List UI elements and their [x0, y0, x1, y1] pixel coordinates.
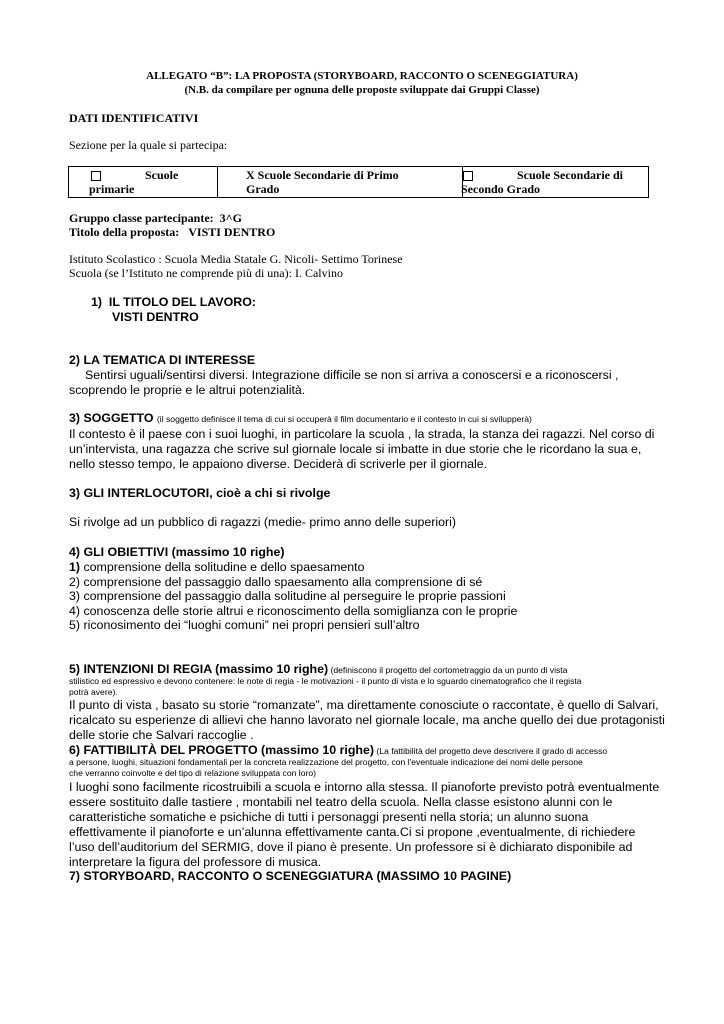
section-3-line: nello stesso tempo, le appaiono diverse. Deciderà di scriverle per il giornale.: [69, 457, 488, 471]
section-7-heading: 7) STORYBOARD, RACCONTO O SCENEGGIATURA (MASSIMO 10 PAGINE): [69, 869, 512, 883]
section-1-value: VISTI DENTRO: [112, 310, 199, 324]
section-6-line: l’uso dell’auditorium del SERMIG, dove il piano è presente. Un professore si è dichiarato disponibile ad: [69, 840, 633, 854]
section-5-line: ricalcato su esperienze di allievi che hanno lavorato nel giornale locale, ma anche quello dei due protagonisti: [69, 713, 665, 727]
section-6-line: I luoghi sono facilmente ricostruibili a scuola e intorno alla stessa. Il pianoforte previsto potrà eventualmente: [69, 780, 660, 794]
list-item: 4) conoscenza delle storie altrui e riconoscimento della somiglianza con le proprie: [69, 603, 518, 618]
titolo-proposta: Titolo della proposta: VISTI DENTRO: [69, 225, 276, 239]
section-interlocutori-heading: 3) GLI INTERLOCUTORI, cioè a chi si rivolge: [69, 486, 331, 500]
sezione-table: [68, 166, 649, 198]
section-6-line: effettivamente il pianoforte e un’alunna effettivamente canta.Ci si propone ,eventualmente, di richiedere: [69, 825, 636, 839]
section-5-note: potrà avere).: [69, 687, 118, 697]
sezione-option-secondo-grado: Scuole Secondarie di Secondo Grado: [463, 167, 649, 198]
sezione-label: Sezione per la quale si partecipa:: [69, 138, 228, 152]
document-subtitle: (N.B. da compilare per ognuna delle proposte sviluppate dai Gruppi Classe): [184, 84, 540, 96]
section-5-line: delle storie che Salvari raccoglie .: [69, 728, 254, 742]
section-3-note: (il soggetto definisce il tema di cui si occuperà il film documentario e il contesto in cui si svilupperà): [156, 414, 532, 424]
list-item: 5) riconosimento dei “luoghi comuni” nei propri pensieri sull’altro: [69, 618, 420, 632]
document-title: ALLEGATO “B”: LA PROPOSTA (STORYBOARD, RACCONTO O SCENEGGIATURA): [146, 70, 578, 82]
scuola: Scuola (se l’Istituto ne comprende più di una): I. Calvino: [69, 266, 343, 280]
section-2-line: scoprendo le proprie e le altrui potenzialità.: [69, 383, 306, 397]
section-2-heading: 2) LA TEMATICA DI INTERESSE: [69, 353, 256, 367]
list-item: 2) comprensione del passaggio dallo spaesamento alla comprensione di sé: [69, 574, 483, 589]
section-5-note: (definiscono il progetto del cortometraggio da un punto di vista: [328, 665, 568, 675]
section-6-line: essere sostituito dalle tastiere , montabili nel teatro della scuola. Nella classe esistono alunni con le: [69, 795, 613, 809]
sezione-option-primarie: Scuole primarie: [69, 167, 218, 198]
checkbox-icon: [463, 171, 473, 181]
section-2-line: Sentirsi uguali/sentirsi diversi. Integrazione difficile se non si arriva a conoscersi e a riconoscersi ,: [85, 368, 619, 382]
section-3-line: un’intervista, una ragazza che scrive sul giornale locale si imbatte in due storie che le ricordano la sua e,: [69, 442, 642, 456]
section-3-line: Il contesto è il paese con i suoi luoghi, in particolare la scuola , la strada, la stanza dei ragazzi. Nel corso di: [69, 427, 655, 441]
list-item: 1) comprensione della solitudine e dello spaesamento: [69, 560, 365, 574]
section-6-heading: 6) FATTIBILITÀ DEL PROGETTO (massimo 10 righe) (La fattibilità del progetto deve descrivere il grado di accesso: [69, 743, 608, 757]
dati-identificativi-heading: DATI IDENTIFICATIVI: [69, 111, 199, 125]
objectives-list: [69, 560, 669, 633]
section-3-heading: 3) SOGGETTO (il soggetto definisce il tema di cui si occuperà il film documentario e il contesto in cui si svilupperà): [69, 411, 532, 425]
istituto-scolastico: Istituto Scolastico : Scuola Media Statale G. Nicoli- Settimo Torinese: [69, 252, 403, 266]
checkbox-icon: [91, 171, 101, 181]
section-6-line: caratteristiche somatiche e psichiche di tutti i personaggi presenti nella storia; un alunno suona: [69, 810, 589, 824]
section-6-line: interpretare la figura del professore di musica.: [69, 855, 322, 869]
selected-mark: X: [246, 168, 255, 182]
section-5-note: stilistico ed espressivo e devono contenere: le note di regia - le motivazioni - il punto di vista e lo sguardo cinematografico che il regista: [69, 676, 582, 686]
section-6-note: (La fattibilità del progetto deve descrivere il grado di accesso: [374, 746, 608, 756]
section-5-line: Il punto di vista , basato su storie “romanzate”, ma direttamente conosciute o raccontate, è quello di Salvari,: [69, 698, 659, 712]
section-1-heading: 1) IL TITOLO DEL LAVORO:: [91, 295, 257, 309]
section-6-note: a persone, luoghi, situazioni fondamentali per la concreta realizzazione del progetto, con l'eventuale indicazione dei nomi delle persone: [69, 757, 583, 767]
sezione-option-primo-grado: X Scuole Secondarie di Primo Grado: [218, 167, 463, 198]
section-4-heading: 4) GLI OBIETTIVI (massimo 10 righe): [69, 545, 285, 559]
gruppo-classe: Gruppo classe partecipante: 3^G: [69, 211, 242, 225]
section-interlocutori-text: Si rivolge ad un pubblico di ragazzi (medie- primo anno delle superiori): [69, 515, 457, 529]
section-6-note: che verranno coinvolte e del tipo di relazione sviluppata con loro): [69, 768, 316, 778]
section-5-heading: 5) INTENZIONI DI REGIA (massimo 10 righe) (definiscono il progetto del cortometraggio da un punto di vista: [69, 662, 568, 676]
list-item: 3) comprensione del passaggio dalla solitudine al perseguire le proprie passioni: [69, 589, 506, 603]
